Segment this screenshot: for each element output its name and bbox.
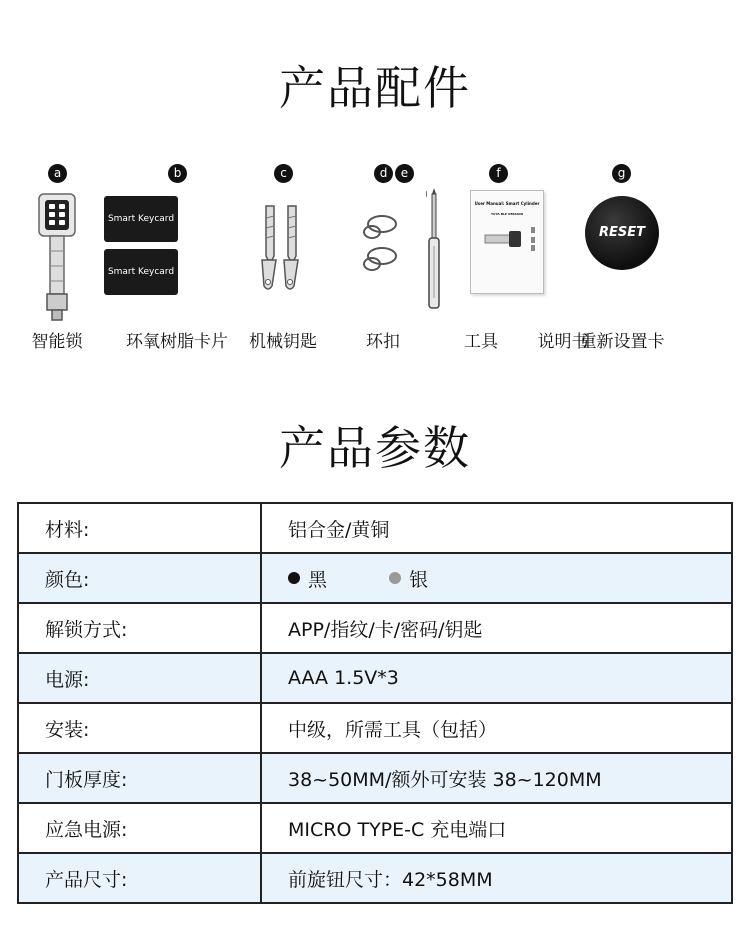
spec-value: 中级，所需工具（包括） <box>261 703 732 753</box>
table-row <box>18 703 732 753</box>
key-ring-icon <box>328 186 438 326</box>
accessory-badge: c <box>274 164 293 183</box>
color-option-silver <box>389 565 428 592</box>
spec-value: APP/指纹/卡/密码/钥匙 <box>261 603 732 653</box>
color-dot <box>288 572 300 584</box>
accessory-label: 工具 <box>464 332 498 352</box>
manual-title: User Manual: Smart Cylinder <box>474 201 540 206</box>
color-name: 银 <box>409 568 429 591</box>
manual-subtitle: TUYA BLE VERSION <box>490 212 524 216</box>
accessory-label: 说明书 <box>537 332 589 352</box>
spec-value-colors <box>261 553 732 603</box>
spec-key: 安装: <box>18 703 261 753</box>
color-dot <box>389 572 401 584</box>
spec-key: 产品尺寸: <box>18 853 261 903</box>
reset-card-text: RESET <box>585 196 659 270</box>
spec-value: AAA 1.5V*3 <box>261 653 732 703</box>
mechanical-key-icon <box>228 186 338 326</box>
keycard-icon <box>107 186 232 326</box>
color-name: 黑 <box>308 568 328 591</box>
accessory-label: 环氧树脂卡片 <box>126 332 228 352</box>
accessory-label: 智能锁 <box>31 332 83 352</box>
spec-value: 铝合金/黄铜 <box>261 503 732 553</box>
accessory-badge: b <box>168 164 187 183</box>
table-row <box>18 553 732 603</box>
color-option-black <box>288 565 327 592</box>
accessory-label: 机械钥匙 <box>249 332 317 352</box>
spec-value: 前旋钮尺寸：42*58MM <box>261 853 732 903</box>
spec-key: 应急电源: <box>18 803 261 853</box>
spec-value: MICRO TYPE-C 充电端口 <box>261 803 732 853</box>
smart-lock-icon <box>2 186 112 326</box>
spec-key: 材料: <box>18 503 261 553</box>
table-row <box>18 753 732 803</box>
spec-value: 38~50MM/额外可安装 38~120MM <box>261 753 732 803</box>
reset-card-icon <box>598 186 732 326</box>
accessories-title: 产品配件 <box>279 61 471 115</box>
specs-title: 产品参数 <box>279 421 471 475</box>
keycard-front: Smart Keycard <box>104 196 178 242</box>
accessory-badge: g <box>612 164 631 183</box>
spec-key: 门板厚度: <box>18 753 261 803</box>
keycard-back: Smart Keycard <box>104 249 178 295</box>
spec-key: 颜色: <box>18 553 261 603</box>
accessory-badge: f <box>489 164 508 183</box>
accessory-badge: d <box>374 164 393 183</box>
table-row <box>18 653 732 703</box>
spec-key: 解锁方式: <box>18 603 261 653</box>
accessory-label: 重新设置卡 <box>579 332 665 352</box>
accessory-reset-card <box>579 162 732 357</box>
table-row <box>18 853 732 903</box>
accessory-badge: e <box>395 164 414 183</box>
table-row <box>18 803 732 853</box>
lock-cylinder-icon <box>479 225 535 255</box>
accessory-badge: a <box>48 164 67 183</box>
table-row <box>18 603 732 653</box>
accessory-smart-lock <box>2 162 112 357</box>
accessory-label: 环扣 <box>366 332 400 352</box>
specs-table <box>17 502 733 904</box>
spec-key: 电源: <box>18 653 261 703</box>
table-row <box>18 503 732 553</box>
